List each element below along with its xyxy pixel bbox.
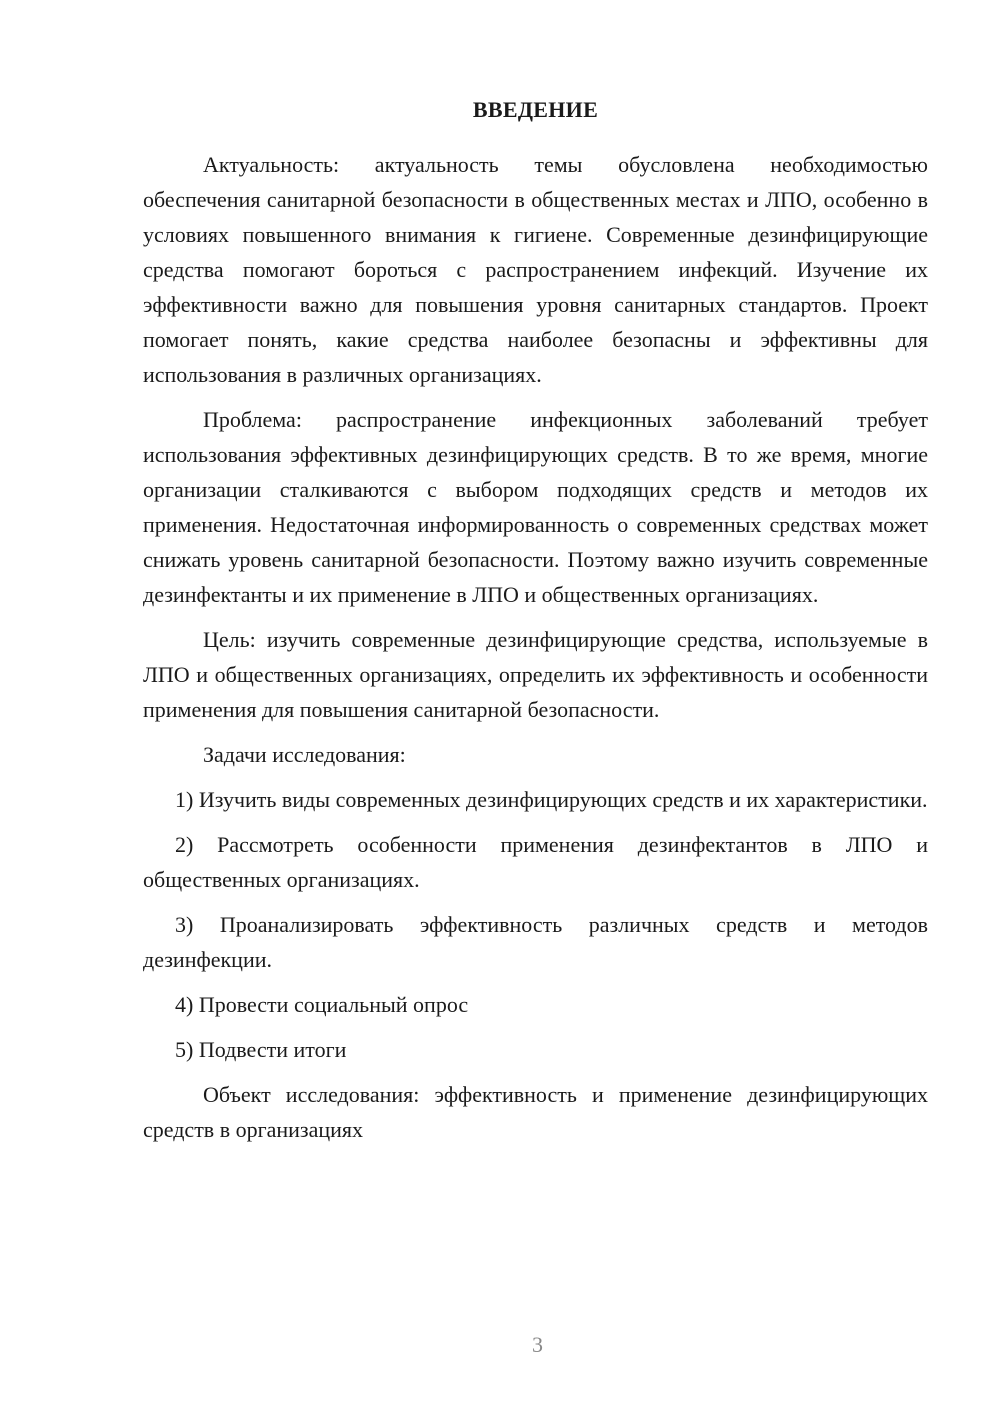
list-item-task-2: 2) Рассмотреть особенности применения дезинфектантов в ЛПО и общественных организациях. bbox=[143, 832, 928, 892]
page-number: 3 bbox=[532, 1332, 543, 1357]
page-content bbox=[143, 92, 928, 1157]
list-item-task-1: 1) Изучить виды современных дезинфицирующих средств и их характеристики. bbox=[175, 787, 928, 812]
paragraph-research-object: Объект исследования: эффективность и применение дезинфицирующих средств в организациях bbox=[143, 1082, 928, 1142]
paragraph-relevance: Актуальность: актуальность темы обусловлена необходимостью обеспечения санитарной безопасности в общественных местах и ЛПО, особенно в условиях повышенного внимания к гигиене. Современные дезинфицирующие средства помогают бороться с распространением инфекций. Изучение их эффективности важно для повышения уровня санитарных стандартов. Проект помогает понять, какие средства наиболее безопасны и эффективны для использования в различных организациях. bbox=[143, 152, 928, 387]
paragraph-goal: Цель: изучить современные дезинфицирующие средства, используемые в ЛПО и общественных организациях, определить их эффективность и особенности применения для повышения санитарной безопасности. bbox=[143, 627, 928, 722]
list-item-task-4: 4) Провести социальный опрос bbox=[175, 992, 469, 1017]
paragraph-problem: Проблема: распространение инфекционных заболеваний требует использования эффективных дезинфицирующих средств. В то же время, многие организации сталкиваются с выбором подходящих средств и методов их применения. Недостаточная информированность о современных средствах может снижать уровень санитарной безопасности. Поэтому важно изучить современные дезинфектанты и их применение в ЛПО и общественных организациях. bbox=[143, 407, 928, 607]
list-item-task-5: 5) Подвести итоги bbox=[175, 1037, 347, 1062]
list-item-task-3: 3) Проанализировать эффективность различных средств и методов дезинфекции. bbox=[143, 912, 928, 972]
section-title: ВВЕДЕНИЕ bbox=[472, 97, 599, 122]
paragraph-tasks-heading: Задачи исследования: bbox=[203, 742, 406, 767]
